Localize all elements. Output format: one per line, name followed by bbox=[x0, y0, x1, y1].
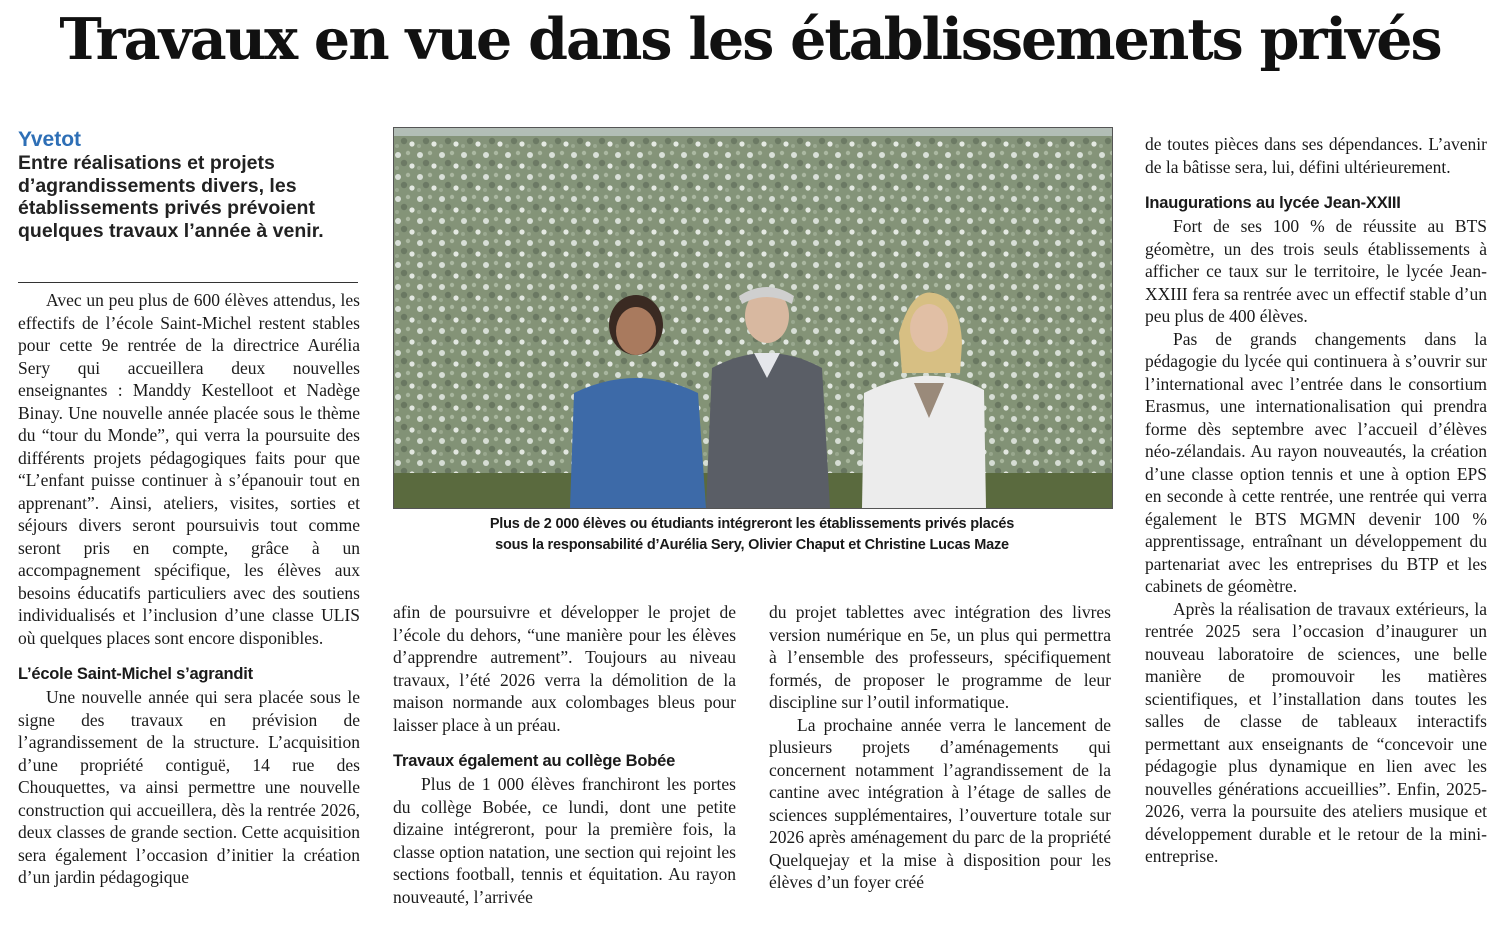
column-4 bbox=[1145, 133, 1487, 868]
headline: Travaux en vue dans les établissements privés bbox=[59, 6, 1441, 73]
col4-paragraph-1: de toutes pièces dans ses dépendances. L’avenir de la bâtisse sera, lui, défini ultérieurement. bbox=[1145, 134, 1487, 177]
col1-paragraph-1: Avec un peu plus de 600 élèves attendus, les effectifs de l’école Saint-Michel restent stables pour cette 9e rentrée de la directrice Aurélia Sery qui accueillera deux nouvelles enseignantes : Manddy Kestelloot et Nadège Binay. Une nouvelle année placée sous le thème du “tour du Monde”, qui verra la poursuite des différents projets pédagogiques faits pour que “L’enfant puisse continuer à s’épanouir tout en apprenant”. Ainsi, ateliers, visites, sorties et séjours divers seront poursuivis tout comme seront pris en compte, grâce à un accompagnement spécifique, les élèves aux besoins éducatifs particuliers avec des soutiens individualisés et l’inclusion d’une classe ULIS où quelques places sont encore disponibles. bbox=[18, 290, 360, 648]
col3-paragraph-1: du projet tablettes avec intégration des livres version numérique en 5e, un plus qui permettra à l’ensemble des professeurs, spécifiquement formés, de proposer le programme de leur discipline sur l’outil informatique. bbox=[769, 602, 1111, 712]
lead-divider bbox=[18, 282, 358, 283]
caption-line-2: sous la responsabilité d’Aurélia Sery, Olivier Chaput et Christine Lucas Maze bbox=[495, 537, 1009, 553]
col4-paragraph-3: Pas de grands changements dans la pédagogie du lycée qui continuera à s’ouvrir sur l’international avec l’entrée dans le consortium Erasmus, une internationalisation qui prendra forme dès septembre avec l’accueil d’élèves néo-zélandais. Au rayon nouveautés, la création d’une classe option tennis et une à option EPS en seconde à cette rentrée, une rentrée qui verra également le BTS MGMN devenir 100 % apprentissage, entraînant un développement du partenariat avec les entreprises du BTP et les cabinets de géomètre. bbox=[1145, 328, 1487, 596]
col3-paragraph-2: La prochaine année verra le lancement de plusieurs projets d’aménagements qui concernent notamment l’agrandissement de la cantine avec intégration à l’étage de salles de sciences supplémentaires, l’ouverture totale sur 2026 après aménagement du parc de la propriété Quelquejay et la mise à disposition pour les élèves d’un foyer créé bbox=[769, 714, 1111, 892]
caption-line-1: Plus de 2 000 élèves ou étudiants intégreront les établissements privés placés bbox=[489, 516, 1015, 532]
lead-paragraph: Entre réalisations et projets d’agrandissements divers, les établissements privés prévoient quelques travaux l’année à venir. bbox=[18, 152, 324, 242]
col2-paragraph-2: Plus de 1 000 élèves franchiront les portes du collège Bobée, ce lundi, dont une petite dizaine intégreront, pour la première fois, la classe option natation, une section qui rejoint les sections football, tennis et équitation. Au rayon nouveauté, l’arrivée bbox=[393, 774, 736, 907]
kicker-location: Yvetot bbox=[18, 128, 82, 151]
col2-subheading: Travaux également au collège Bobée bbox=[393, 752, 676, 770]
column-1 bbox=[18, 289, 360, 889]
photo-caption bbox=[393, 514, 1111, 556]
col4-paragraph-4: Après la réalisation de travaux extérieurs, la rentrée 2025 sera l’occasion d’inaugurer un nouveau laboratoire de sciences, une belle manière de promouvoir les matières scientifiques, et l’installation dans toutes les salles de classe de tableaux interactifs permettant aux enseignants de “concevoir une pédagogie plus dynamique en lien avec les nouvelles générations accueillies”. Enfin, 2025-2026, verra la poursuite des ateliers musique et développement durable et le retour de la mini-entreprise. bbox=[1145, 598, 1487, 866]
article-photo bbox=[393, 127, 1113, 509]
col4-subheading: Inaugurations au lycée Jean-XXIII bbox=[1145, 194, 1401, 212]
col4-paragraph-2: Fort de ses 100 % de réussite au BTS géomètre, un des trois seuls établissements à afficher ce taux sur le territoire, le lycée Jean-XXIII fera sa rentrée avec un effectif stable d’un peu plus de 400 élèves. bbox=[1145, 216, 1487, 326]
col1-paragraph-2: Une nouvelle année qui sera placée sous le signe des travaux en prévision de l’agrandissement de la structure. L’acquisition d’une propriété contiguë, 14 rue des Chouquettes, va ainsi permettre une nouvelle construction qui accueillera, dès la rentrée 2026, deux classes de grande section. Cette acquisition sera également l’occasion d’initier la création d’un jardin pédagogique bbox=[18, 687, 360, 887]
col2-paragraph-1: afin de poursuivre et développer le projet de l’école du dehors, “une manière pour les élèves d’apprendre autrement”. Toujours au niveau travaux, l’été 2026 verra la démolition de la maison normande aux colombages bleus pour laisser place à un préau. bbox=[393, 602, 736, 735]
col1-subheading: L’école Saint-Michel s’agrandit bbox=[18, 665, 253, 683]
column-3 bbox=[769, 601, 1111, 894]
column-2 bbox=[393, 601, 736, 908]
